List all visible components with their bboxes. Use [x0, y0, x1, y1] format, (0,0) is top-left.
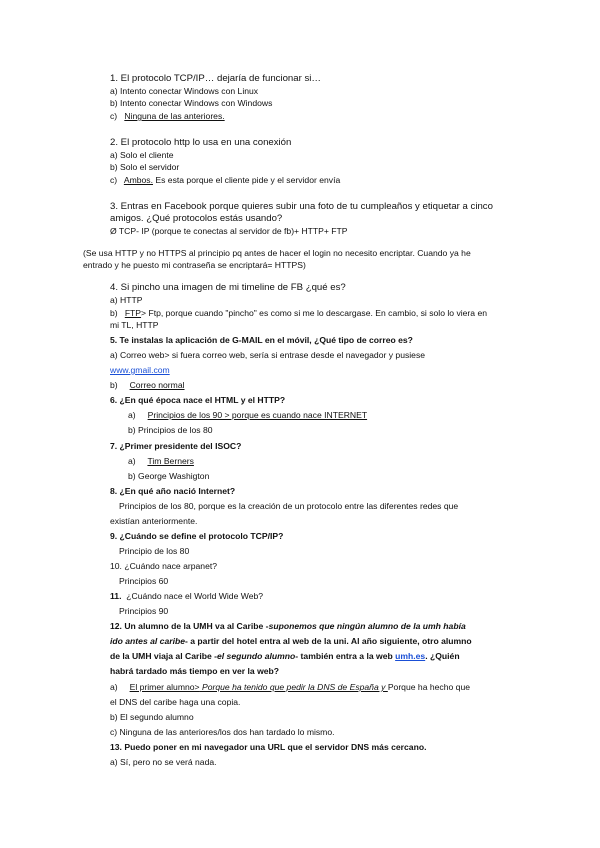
q7-option-a-text: Tim Berners	[147, 456, 194, 466]
q12-line3-c: - también entra a la web	[295, 651, 396, 661]
q2-option-b: b) Solo el servidor	[110, 162, 180, 172]
umh-link[interactable]: umh.es	[395, 651, 426, 661]
q11-title	[110, 591, 263, 602]
q3-title-line2: amigos. ¿Qué protocolos estás usando?	[110, 213, 283, 224]
q3-note-line2: entrado y he puesto mi contraseña se encriptará= HTTPS)	[83, 260, 306, 270]
q1-title: 1. El protocolo TCP/IP… dejaría de funcionar si…	[110, 73, 321, 84]
q12-option-c: c) Ninguna de las anteriores/los dos han tardado lo mismo.	[110, 727, 335, 737]
q6-title: 6. ¿En qué época nace el HTML y el HTTP?	[110, 395, 286, 405]
q7-title: 7. ¿Primer presidente del ISOC?	[110, 441, 242, 451]
q12-option-a-line2: el DNS del caribe haga una copia.	[110, 697, 241, 707]
q2-option-c-underlined: Ambos.	[123, 175, 153, 185]
q4-option-b	[110, 308, 487, 319]
q12-line2	[110, 636, 472, 647]
q12-line1	[110, 621, 466, 632]
q2-option-c	[110, 175, 340, 186]
q4-option-b-prefix: b)	[110, 308, 125, 318]
q3-answer: Ø TCP- IP (porque te conectas al servidor de fb)+ HTTP+ FTP	[110, 226, 348, 236]
q1-option-c	[110, 111, 225, 122]
q12-option-a-prefix: a)	[110, 682, 130, 692]
q10-answer: Principios 60	[119, 576, 169, 586]
q11-number: 11.	[110, 591, 122, 601]
q8-title: 8. ¿En qué año nació Internet?	[110, 486, 236, 496]
q4-option-b-line2: mi TL, HTTP	[110, 320, 159, 330]
q13-title: 13. Puedo poner en mi navegador una URL que el servidor DNS más cercano.	[110, 742, 427, 752]
q11-title-text: ¿Cuándo nace el World Wide Web?	[121, 591, 264, 601]
q10-title: 10. ¿Cuándo nace arpanet?	[110, 561, 218, 571]
q5-option-b-text: Correo normal	[129, 380, 185, 390]
q5-option-a: a) Correo web> si fuera correo web, sería si entrase desde el navegador y pusiese	[110, 350, 426, 360]
q1-option-c-prefix: c)	[110, 111, 125, 121]
q2-option-c-rest: Es esta porque el cliente pide y el servidor envía	[153, 175, 341, 185]
q5-option-b-prefix: b)	[110, 380, 130, 390]
q12-line1-a: 12. Un alumno de la UMH va al Caribe -	[110, 621, 269, 631]
q6-option-a-text: Principios de los 90 > porque es cuando nace INTERNET	[147, 410, 368, 420]
q2-title: 2. El protocolo http lo usa en una conexión	[110, 137, 292, 148]
q6-option-b: b) Principios de los 80	[128, 425, 213, 435]
q2-option-a: a) Solo el cliente	[110, 150, 174, 160]
q7-option-b: b) George Washigton	[128, 471, 210, 481]
q1-option-c-text: Ninguna de las anteriores.	[124, 111, 225, 121]
q1-option-b: b) Intento conectar Windows con Windows	[110, 98, 273, 108]
q11-answer: Principios 90	[119, 606, 169, 616]
q12-option-b: b) El segundo alumno	[110, 712, 194, 722]
q4-title: 4. Si pincho una imagen de mi timeline de FB ¿qué es?	[110, 282, 346, 293]
q5-title: 5. Te instalas la aplicación de G-MAIL en el móvil, ¿Qué tipo de correo es?	[110, 335, 413, 345]
q6-option-a	[128, 410, 367, 421]
q3-note-line1: (Se usa HTTP y no HTTPS al principio pq antes de hacer el login no necesito encriptar. Cuando ya he	[83, 248, 471, 258]
q1-option-a: a) Intento conectar Windows con Linux	[110, 86, 259, 96]
q12-line3-d: . ¿Quién	[425, 651, 460, 661]
q7-option-a-prefix: a)	[128, 456, 148, 466]
q12-option-a-rest: Porque ha hecho que	[387, 682, 470, 692]
q13-option-a: a) Sí, pero no se verá nada.	[110, 757, 217, 767]
q12-line1-italic: suponemos que ningún alumno de la umh había	[268, 621, 466, 631]
q7-option-a	[128, 456, 194, 467]
q12-line3	[110, 651, 460, 662]
q12-line2-italic: ido antes al caribe	[110, 636, 185, 646]
q4-option-a: a) HTTP	[110, 295, 143, 305]
q8-answer-line1: Principios de los 80, porque es la creación de un protocolo entre las diferentes redes que	[119, 501, 459, 511]
q4-option-b-underlined: FTP	[124, 308, 142, 318]
q9-title: 9. ¿Cuándo se define el protocolo TCP/IP?	[110, 531, 284, 541]
q12-line3-italic: el segundo alumno	[216, 651, 296, 661]
q2-option-c-prefix: c)	[110, 175, 124, 185]
q8-answer-line2: existían anteriormente.	[110, 516, 198, 526]
q12-line4: habrá tardado más tiempo en ver la web?	[110, 666, 280, 676]
q4-option-b-rest: > Ftp, porque cuando "pincho" es como si me lo descargase. En cambio, si solo lo viera en	[141, 308, 488, 318]
q12-option-a-underlined: El primer alumno>	[129, 682, 200, 692]
gmail-link[interactable]: www.gmail.com	[110, 365, 170, 375]
q12-option-a-underlined-italic: Porque ha tenido que pedir la DNS de España y	[199, 682, 388, 692]
q12-line2-b: - a partir del hotel entra al web de la uni. Al año siguiente, otro alumno	[185, 636, 472, 646]
q12-line3-a: de la UMH viaja al Caribe -	[110, 651, 217, 661]
q9-answer: Principio de los 80	[119, 546, 190, 556]
q5-option-b	[110, 380, 185, 391]
q12-option-a	[110, 682, 470, 693]
q3-title-line1: 3. Entras en Facebook porque quieres subir una foto de tu cumpleaños y etiquetar a cinco	[110, 201, 493, 212]
q6-option-a-prefix: a)	[128, 410, 148, 420]
